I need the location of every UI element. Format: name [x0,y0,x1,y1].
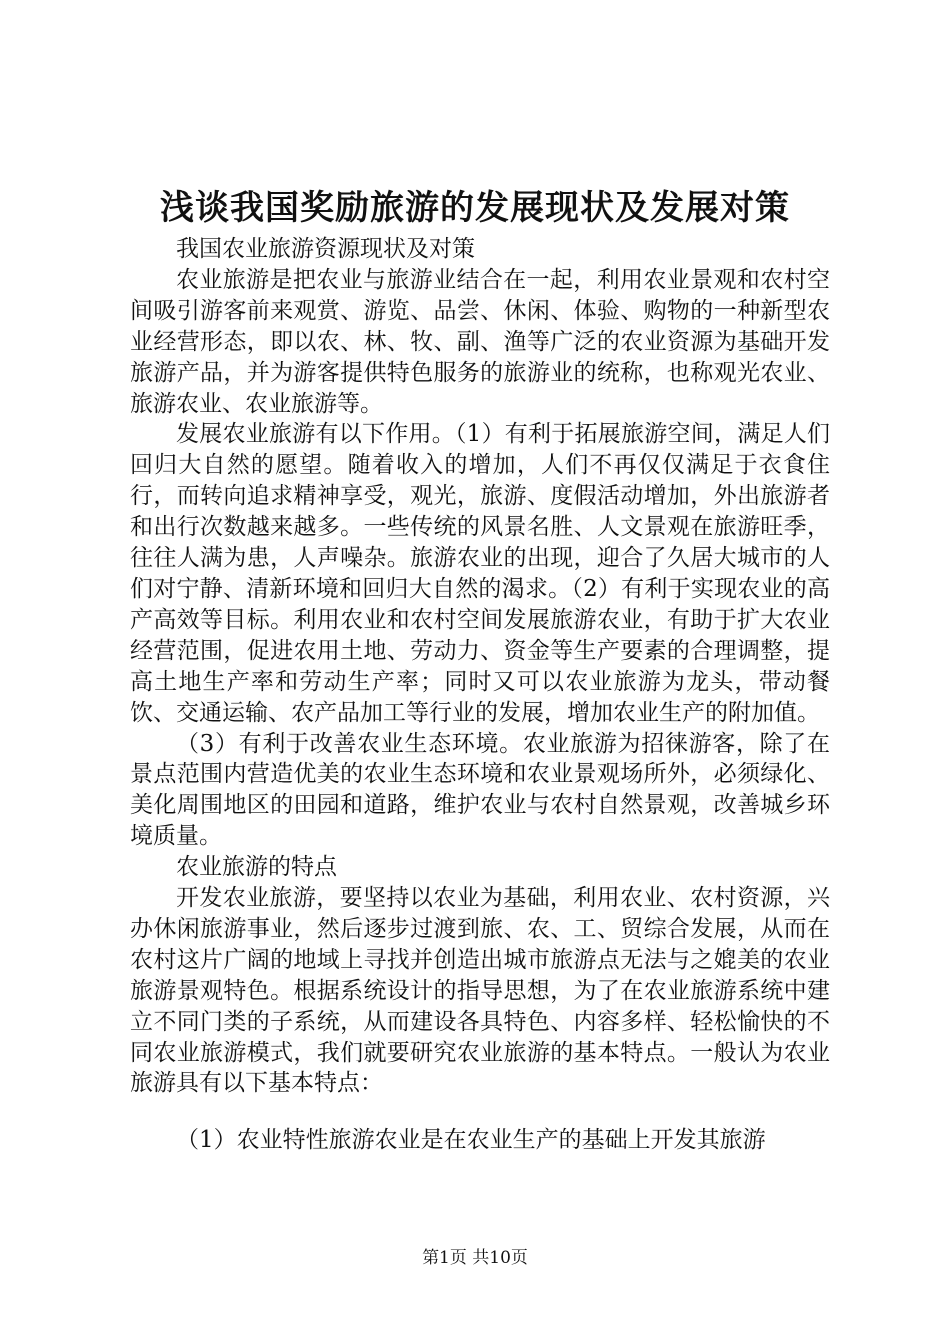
section-heading: 农业旅游的特点 [176,854,337,881]
paragraph: 发展农业旅游有以下作用。（1）有利于拓展旅游空间，满足人们回归大自然的愿望。随着收入的增加，人们不再仅仅满足于衣食住行，而转向追求精神享受，观光，旅游、度假活动增加，外出旅游者和出行次数越来越多。一些传统的风景名胜、人文景观在旅游旺季，往往人满为患，人声噪杂。旅游农业的出现，迎合了久居大城市的人们对宁静、清新环境和回归大自然的渴求。（2）有利于实现农业的高产高效等目标。利用农业和农村空间发展旅游农业，有助于扩大农业经营范围，促进农用土地、劳动力、资金等生产要素的合理调整，提高土地生产率和劳动生产率；同时又可以农业旅游为龙头，带动餐饮、交通运输、农产品加工等行业的发展，增加农业生产的附加值。 [130,421,830,726]
document-title: 浅谈我国奖励旅游的发展现状及发展对策 [160,188,790,228]
paragraph: （3）有利于改善农业生态环境。农业旅游为招徕游客，除了在景点范围内营造优美的农业生态环境和农业景观场所外，必须绿化、美化周围地区的田园和道路，维护农业与农村自然景观，改善城乡环境质量。 [130,730,830,850]
paragraph: 开发农业旅游，要坚持以农业为基础，利用农业、农村资源，兴办休闲旅游事业，然后逐步过渡到旅、农、工、贸综合发展，从而在农村这片广阔的地域上寻找并创造出城市旅游点无法与之媲美的农业旅游景观特色。根据系统设计的指导思想，为了在农业旅游系统中建立不同门类的子系统，从而建设各具特色、内容多样、轻松愉快的不同农业旅游模式，我们就要研究农业旅游的基本特点。一般认为农业旅游具有以下基本特点： [130,885,830,1097]
paragraph: 农业旅游是把农业与旅游业结合在一起，利用农业景观和农村空间吸引游客前来观赏、游览、品尝、休闲、体验、购物的一种新型农业经营形态，即以农、林、牧、副、渔等广泛的农业资源为基础开发旅游产品，并为游客提供特色服务的旅游业的统称，也称观光农业、旅游农业、农业旅游等。 [130,266,830,417]
document-body [130,234,830,1156]
page-footer: 第1页 共10页 [422,1248,528,1268]
paragraph: （1）农业特性旅游农业是在农业生产的基础上开发其旅游 [176,1127,766,1154]
section-heading: 我国农业旅游资源现状及对策 [176,236,475,262]
